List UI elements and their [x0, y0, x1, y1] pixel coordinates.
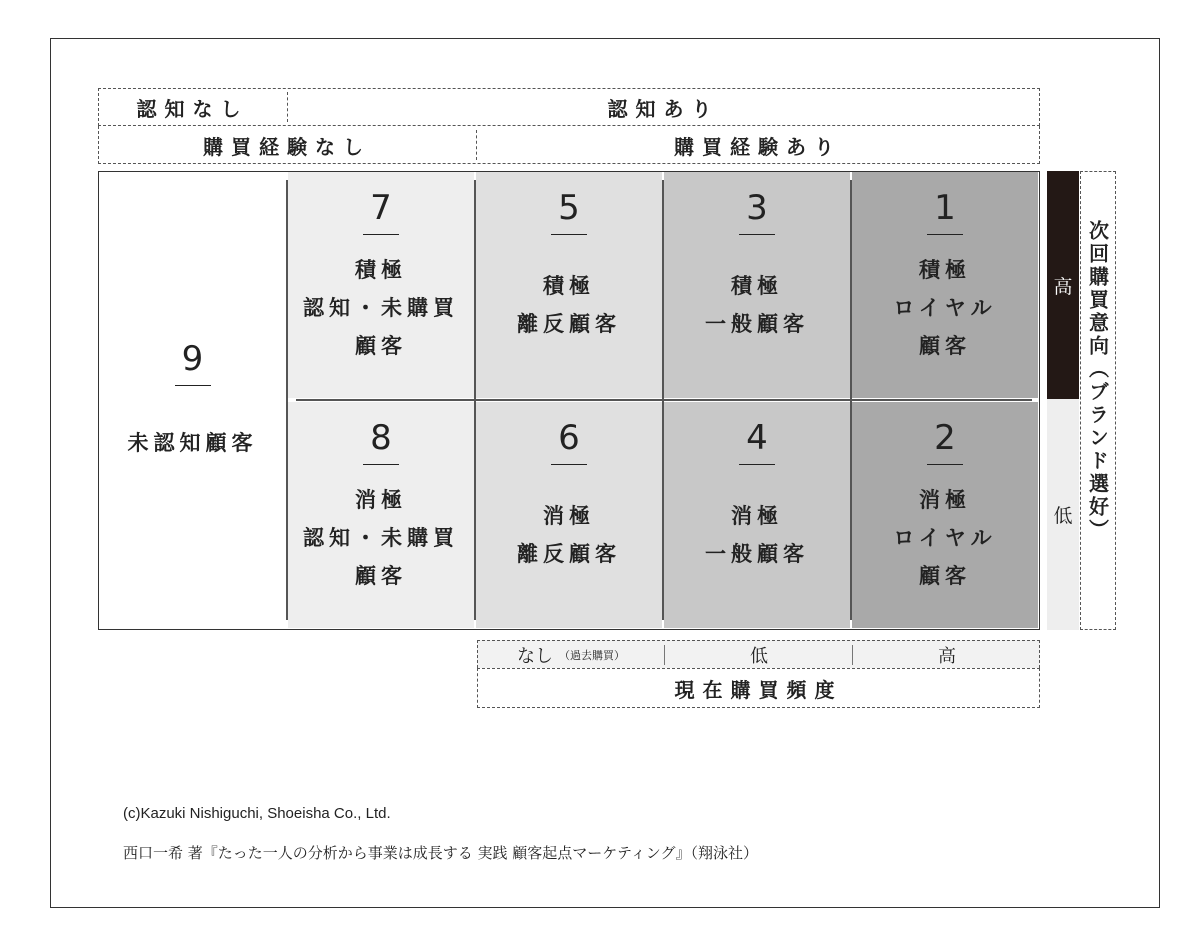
segment-label: 積極 一般顧客 [705, 274, 809, 336]
segment-8 [288, 402, 474, 628]
segment-number: 5 [558, 188, 580, 228]
intention-axis-title: 次回購買意向（ブランド選好） [1085, 220, 1110, 542]
frequency-axis-title: 現在購買頻度 [477, 668, 1040, 708]
segment-6 [476, 402, 662, 628]
segment-number: 2 [934, 418, 956, 458]
intention-high: 高 [1047, 171, 1079, 399]
segment-number: 7 [370, 188, 392, 228]
segment-7 [288, 172, 474, 398]
frequency-high: 高 [938, 646, 956, 667]
segment-3 [664, 172, 850, 398]
segment-grid [98, 171, 1040, 630]
segment-number: 3 [746, 188, 768, 228]
source-text: 西口一希 著『たった一人の分析から事業は成長する 実践 顧客起点マーケティング』（翔泳社） [123, 844, 759, 862]
segment-5 [476, 172, 662, 398]
segment-1 [852, 172, 1038, 398]
column-divider [286, 180, 288, 620]
number-underline [175, 385, 211, 386]
number-underline [927, 234, 963, 235]
segment-number: 1 [934, 188, 956, 228]
frequency-none-label: なし [517, 646, 553, 667]
segment-number: 6 [558, 418, 580, 458]
number-underline [927, 464, 963, 465]
number-underline [551, 464, 587, 465]
segment-label: 積極 ロイヤル 顧客 [893, 258, 997, 358]
segment-label: 消極 一般顧客 [705, 504, 809, 566]
number-underline [739, 464, 775, 465]
segment-number: 9 [181, 338, 204, 379]
segment-label: 消極 ロイヤル 顧客 [893, 488, 997, 588]
number-underline [363, 234, 399, 235]
purchase-yes-label: 購買経験あり [674, 134, 842, 159]
segment-2 [852, 402, 1038, 628]
segment-9 [99, 172, 286, 628]
number-underline [739, 234, 775, 235]
frequency-separator [852, 645, 853, 665]
frequency-none [478, 641, 664, 669]
segment-label: 消極 離反顧客 [517, 504, 621, 566]
intention-axis [1080, 171, 1116, 630]
number-underline [551, 234, 587, 235]
segment-label: 消極 認知・未購買 顧客 [303, 488, 459, 588]
copyright-text: (c)Kazuki Nishiguchi, Shoeisha Co., Ltd. [123, 805, 391, 822]
number-underline [363, 464, 399, 465]
frequency-none-note: （過去購買） [559, 649, 625, 662]
purchase-none-label: 購買経験なし [203, 134, 371, 159]
segment-4 [664, 402, 850, 628]
frequency-scale [477, 640, 1040, 668]
segment-number: 8 [370, 418, 392, 458]
frequency-separator [664, 645, 665, 665]
row-divider [296, 399, 1032, 401]
awareness-yes-label: 認知あり [607, 96, 720, 121]
segment-label: 未認知顧客 [127, 430, 258, 455]
segment-label: 積極 認知・未購買 顧客 [303, 258, 459, 358]
intention-low: 低 [1047, 399, 1079, 630]
segment-label: 積極 離反顧客 [517, 274, 621, 336]
awareness-none-label: 認知なし [136, 96, 249, 121]
intention-bar [1047, 171, 1079, 630]
frequency-low: 低 [750, 646, 768, 667]
segment-number: 4 [746, 418, 768, 458]
